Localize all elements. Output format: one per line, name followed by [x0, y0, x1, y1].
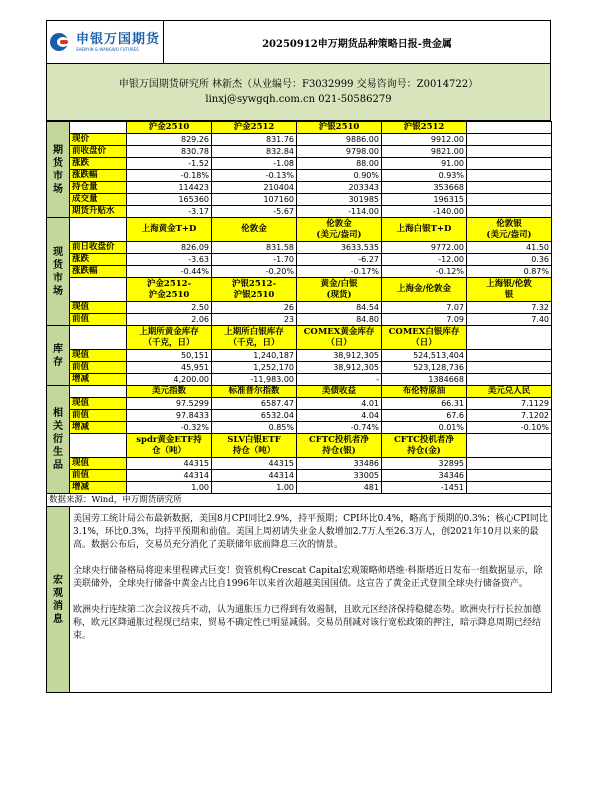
data-cell: 107160	[212, 194, 297, 206]
column-header: 沪金2510	[127, 122, 212, 134]
data-cell: 196315	[382, 194, 467, 206]
table-row	[47, 254, 552, 266]
data-cell: 1.00	[212, 482, 297, 494]
row-label: 涨跌幅	[70, 266, 127, 278]
data-cell: 38,912,305	[297, 362, 382, 374]
data-cell: 165360	[127, 194, 212, 206]
logo-name-cn: 申银万国期货	[75, 31, 160, 47]
blank-cell	[467, 470, 552, 482]
data-cell: 9912.00	[382, 134, 467, 146]
company-logo	[47, 21, 164, 63]
report-header	[46, 20, 551, 64]
column-header: COMEX黄金库存 （日）	[297, 326, 382, 350]
row-label: 增减	[70, 422, 127, 434]
data-cell: -0.74%	[297, 422, 382, 434]
data-cell: 832.84	[212, 146, 297, 158]
data-cell: 32895	[382, 458, 467, 470]
data-cell: 6532.04	[212, 410, 297, 422]
row-label: 现值	[70, 302, 127, 314]
data-cell: -1.70	[212, 254, 297, 266]
table-row	[47, 374, 552, 386]
data-cell: 0.90%	[297, 170, 382, 182]
data-cell: -0.17%	[297, 266, 382, 278]
row-label: 现价	[70, 134, 127, 146]
column-header: COMEX白银库存 （日）	[382, 326, 467, 350]
data-cell: -0.12%	[382, 266, 467, 278]
data-cell: 9772.00	[382, 242, 467, 254]
header-row	[47, 122, 552, 134]
data-cell: -6.27	[297, 254, 382, 266]
blank-cell	[70, 326, 127, 350]
column-header: 美元兑人民	[467, 386, 552, 398]
data-cell: 210404	[212, 182, 297, 194]
blank-cell	[467, 326, 552, 350]
row-label: 前值	[70, 470, 127, 482]
data-cell: 524,513,404	[382, 350, 467, 362]
data-cell: 91.00	[382, 158, 467, 170]
data-cell: 33486	[297, 458, 382, 470]
row-label: 成交量	[70, 194, 127, 206]
blank-cell	[467, 158, 552, 170]
table-row	[47, 206, 552, 218]
data-cell: 9886.00	[297, 134, 382, 146]
news-paragraph: 全球央行储备格局将迎来里程碑式巨变！资管机构Crescat Capital宏观策略师塔维·科斯塔近日发布一组数据显示，除美联储外，全球央行储备中黄金占比自1996年以来首次超越美国国债。这宣告了黄金正式登顶全球央行储备资产。	[73, 566, 543, 589]
blank-cell	[70, 434, 127, 458]
blank-cell	[70, 278, 127, 302]
table-row	[47, 398, 552, 410]
column-header: 标准普尔指数	[212, 386, 297, 398]
news-content	[70, 507, 552, 693]
news-row	[47, 507, 552, 693]
blank-cell	[467, 182, 552, 194]
blank-cell	[467, 194, 552, 206]
table-row	[47, 470, 552, 482]
data-cell: 84.80	[297, 314, 382, 326]
blank-cell	[467, 134, 552, 146]
data-cell: 830.78	[127, 146, 212, 158]
data-cell: 0.93%	[382, 170, 467, 182]
table-row	[47, 134, 552, 146]
data-cell: 301985	[297, 194, 382, 206]
data-cell: 1.00	[127, 482, 212, 494]
table-row	[47, 170, 552, 182]
data-cell: 88.00	[297, 158, 382, 170]
data-cell: -3.17	[127, 206, 212, 218]
data-cell: 826.09	[127, 242, 212, 254]
data-cell: -114.00	[297, 206, 382, 218]
data-cell: -12.00	[382, 254, 467, 266]
data-cell: 1,252,170	[212, 362, 297, 374]
data-cell: 44314	[127, 470, 212, 482]
data-cell: 6587.47	[212, 398, 297, 410]
blank-cell	[467, 362, 552, 374]
data-cell: 38,912,305	[297, 350, 382, 362]
row-label: 增减	[70, 374, 127, 386]
row-label: 增减	[70, 482, 127, 494]
section-news: 宏 观 消 息	[47, 507, 70, 693]
column-header: 上海金/伦敦金	[382, 278, 467, 302]
data-cell: 0.01%	[382, 422, 467, 434]
data-cell: 7.1129	[467, 398, 552, 410]
data-cell: 7.09	[382, 314, 467, 326]
table-row	[47, 302, 552, 314]
section-futures: 期 货 市 场	[47, 122, 70, 218]
table-row	[47, 458, 552, 470]
data-cell: -5.67	[212, 206, 297, 218]
column-header: 上海白银T+D	[382, 218, 467, 242]
data-cell: -1.08	[212, 158, 297, 170]
column-header: 沪金2512	[212, 122, 297, 134]
analyst-name-line: 申银万国期货研究所 林新杰（从业编号：F3032999 交易咨询号：Z0014722）	[118, 79, 479, 90]
data-cell: 9798.00	[297, 146, 382, 158]
data-cell: 44314	[212, 470, 297, 482]
column-header: 沪金2512- 沪金2510	[127, 278, 212, 302]
logo-name-en: SHENYIN & WANGWO FUTURES	[75, 46, 139, 52]
report-sheet	[46, 20, 551, 693]
row-label: 前值	[70, 410, 127, 422]
source-row	[47, 494, 552, 507]
data-cell: 44315	[212, 458, 297, 470]
data-cell: -0.18%	[127, 170, 212, 182]
column-header: 上海银/伦敦 银	[467, 278, 552, 302]
data-cell: 2.50	[127, 302, 212, 314]
data-cell: 23	[212, 314, 297, 326]
column-header: 上期所黄金库存 （千克，日）	[127, 326, 212, 350]
header-row	[47, 326, 552, 350]
data-cell: 84.54	[297, 302, 382, 314]
data-cell: 1,240,187	[212, 350, 297, 362]
column-header: 伦敦金 (美元/盎司)	[297, 218, 382, 242]
header-row	[47, 434, 552, 458]
table-row	[47, 350, 552, 362]
data-cell: 97.5299	[127, 398, 212, 410]
data-cell: -0.32%	[127, 422, 212, 434]
data-cell: 45,951	[127, 362, 212, 374]
row-label: 前日收盘价	[70, 242, 127, 254]
data-cell: 44315	[127, 458, 212, 470]
column-header: 沪银2512- 沪银2510	[212, 278, 297, 302]
data-cell: 67.6	[382, 410, 467, 422]
column-header: 上期所白银库存 （千克，日）	[212, 326, 297, 350]
blank-cell	[467, 350, 552, 362]
analyst-contact-line: linxj@sywgqh.com.cn 021-50586279	[205, 94, 392, 105]
blank-cell	[467, 458, 552, 470]
blank-cell	[70, 386, 127, 398]
row-label: 涨跌	[70, 254, 127, 266]
data-cell: -1451	[382, 482, 467, 494]
column-header: CFTC投机者净 持仓(金)	[382, 434, 467, 458]
data-cell: -11,983.00	[212, 374, 297, 386]
data-cell: 3633.535	[297, 242, 382, 254]
blank-cell	[467, 374, 552, 386]
data-cell: -0.10%	[467, 422, 552, 434]
data-cell: 7.1202	[467, 410, 552, 422]
data-cell: 7.40	[467, 314, 552, 326]
table-row	[47, 194, 552, 206]
data-table	[46, 121, 552, 693]
row-label: 期货升贴水	[70, 206, 127, 218]
blank-cell	[467, 146, 552, 158]
section-inventory: 库 存	[47, 326, 70, 386]
data-cell: 4,200.00	[127, 374, 212, 386]
column-header: 美债收益	[297, 386, 382, 398]
row-label: 现值	[70, 350, 127, 362]
data-cell: 829.26	[127, 134, 212, 146]
header-row	[47, 278, 552, 302]
data-cell: 66.31	[382, 398, 467, 410]
row-label: 前收盘价	[70, 146, 127, 158]
data-cell: 523,128,736	[382, 362, 467, 374]
header-row	[47, 218, 552, 242]
blank-cell	[467, 170, 552, 182]
data-cell: 203343	[297, 182, 382, 194]
data-cell: -3.63	[127, 254, 212, 266]
data-cell: 7.07	[382, 302, 467, 314]
table-row	[47, 242, 552, 254]
data-cell: 353668	[382, 182, 467, 194]
column-header: 美元指数	[127, 386, 212, 398]
row-label: 现值	[70, 398, 127, 410]
data-cell: -0.44%	[127, 266, 212, 278]
column-header: 布伦特原油	[382, 386, 467, 398]
data-cell: -140.00	[382, 206, 467, 218]
report-title: 20250912申万期货品种策略日报-贵金属	[262, 38, 452, 50]
data-cell: 34346	[382, 470, 467, 482]
table-row	[47, 146, 552, 158]
data-cell: 114423	[127, 182, 212, 194]
section-derivatives: 相 关 衍 生 品	[47, 386, 70, 494]
data-cell: 831.58	[212, 242, 297, 254]
table-row	[47, 362, 552, 374]
data-source: 数据来源：Wind，申万期货研究所	[47, 494, 552, 507]
column-header: spdr黄金ETF持 仓（吨）	[127, 434, 212, 458]
data-cell: 9821.00	[382, 146, 467, 158]
table-row	[47, 422, 552, 434]
data-cell: 33005	[297, 470, 382, 482]
data-cell: 0.85%	[212, 422, 297, 434]
data-cell: 2.06	[127, 314, 212, 326]
column-header: 伦敦金	[212, 218, 297, 242]
data-cell: -	[297, 374, 382, 386]
logo-icon	[50, 31, 72, 53]
data-cell: 0.87%	[467, 266, 552, 278]
table-row	[47, 314, 552, 326]
row-label: 现值	[70, 458, 127, 470]
data-cell: -1.52	[127, 158, 212, 170]
data-cell: 831.76	[212, 134, 297, 146]
data-cell: 97.8433	[127, 410, 212, 422]
news-paragraph: 美国劳工统计局公布最新数据，美国8月CPI同比2.9%，持平预期；CPI环比0.4%，略高于预期的0.3%；核心CPI同比3.1%，环比0.3%，均持平预期和前值。美国上周初请失业金人数增加2.7万人至26.3万人，创2021年10月以来的最高。数据公布后，交易员充分消化了美联储年底前降息三次的情景。	[73, 514, 548, 550]
table-row	[47, 410, 552, 422]
column-header: 沪银2512	[382, 122, 467, 134]
data-cell: 4.04	[297, 410, 382, 422]
table-row	[47, 482, 552, 494]
column-header: SLV白银ETF 持仓（吨）	[212, 434, 297, 458]
blank-cell	[467, 434, 552, 458]
news-paragraph: 欧洲央行连续第二次会议按兵不动，认为通胀压力已得到有效遏制，且欧元区经济保持稳健态势。欧洲央行行长拉加德称，欧元区降通胀过程现已结束，贸易不确定性已明显减弱。交易员削减对该行宽松政策的押注，暗示降息周期已经结束。	[73, 605, 542, 641]
section-spot: 现 货 市 场	[47, 218, 70, 326]
analyst-info	[46, 64, 551, 121]
data-cell: -0.20%	[212, 266, 297, 278]
header-row	[47, 386, 552, 398]
data-cell: 7.32	[467, 302, 552, 314]
data-cell: 41.50	[467, 242, 552, 254]
data-cell: 4.01	[297, 398, 382, 410]
blank-cell	[467, 482, 552, 494]
row-label: 前值	[70, 314, 127, 326]
row-label: 前值	[70, 362, 127, 374]
data-cell: 0.36	[467, 254, 552, 266]
row-label: 涨跌幅	[70, 170, 127, 182]
blank-cell	[70, 122, 127, 134]
table-row	[47, 182, 552, 194]
data-cell: 481	[297, 482, 382, 494]
column-header: 伦敦银 (美元/盎司)	[467, 218, 552, 242]
row-label: 持仓量	[70, 182, 127, 194]
row-label: 涨跌	[70, 158, 127, 170]
blank-cell	[467, 206, 552, 218]
data-cell: 50,151	[127, 350, 212, 362]
blank-cell	[70, 218, 127, 242]
table-row	[47, 158, 552, 170]
data-cell: 1384668	[382, 374, 467, 386]
column-header: 沪银2510	[297, 122, 382, 134]
data-cell: -0.13%	[212, 170, 297, 182]
table-row	[47, 266, 552, 278]
column-header: 上海黄金T+D	[127, 218, 212, 242]
column-header: 黄金/白银 (现货)	[297, 278, 382, 302]
column-header: CFTC投机者净 持仓(银)	[297, 434, 382, 458]
blank-cell	[467, 122, 552, 134]
data-cell: 26	[212, 302, 297, 314]
